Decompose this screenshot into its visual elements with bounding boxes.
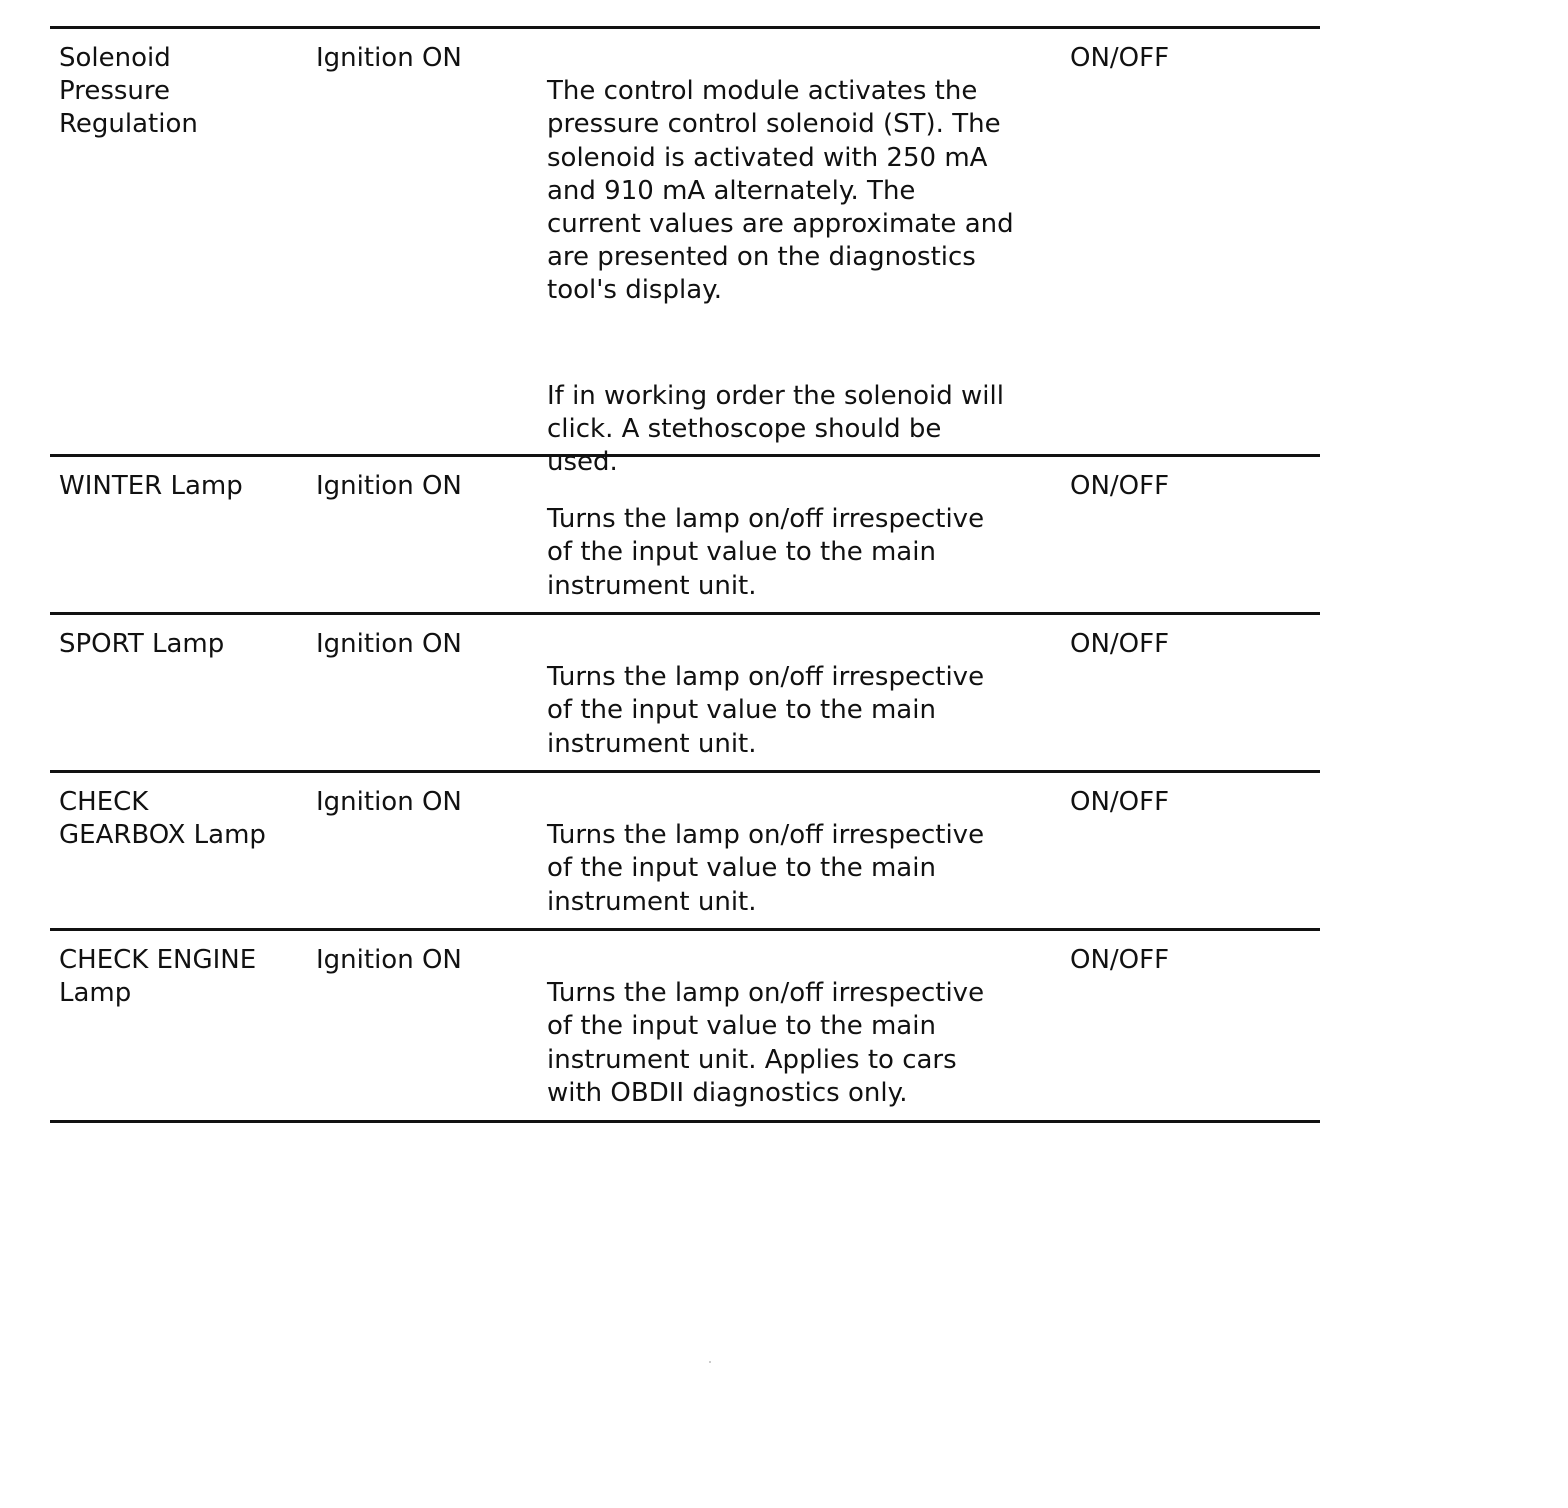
row-value: ON/OFF — [1070, 43, 1170, 73]
row-value: ON/OFF — [1070, 629, 1170, 659]
description-paragraph: Turns the lamp on/off irrespective of the input value to the main instrument unit. — [547, 504, 985, 601]
description-paragraph: Turns the lamp on/off irrespective of the input value to the main instrument unit. — [547, 662, 985, 759]
row-value: ON/OFF — [1070, 471, 1170, 501]
row-condition: Ignition ON — [316, 629, 462, 659]
row-condition: Ignition ON — [316, 945, 462, 975]
row-description — [547, 944, 1057, 1143]
row-condition: Ignition ON — [316, 43, 462, 73]
description-paragraph: Turns the lamp on/off irrespective of the input value to the main instrument unit. Applies to cars with OBDII diagnostics only. — [547, 978, 985, 1108]
row-item-label: Solenoid Pressure Regulation — [59, 43, 198, 140]
scan-speck — [709, 1361, 711, 1363]
table-row-check-engine-lamp — [50, 928, 1320, 1123]
table-row-solenoid-pressure-regulation — [50, 26, 1320, 478]
row-condition: Ignition ON — [316, 471, 462, 501]
table-row-sport-lamp — [50, 612, 1320, 770]
row-description — [547, 42, 1057, 513]
row-item-label: SPORT Lamp — [59, 629, 225, 659]
row-item-label: CHECK ENGINE Lamp — [59, 945, 257, 1009]
table-row-check-gearbox-lamp — [50, 770, 1320, 928]
table-row-winter-lamp — [50, 454, 1320, 612]
row-value: ON/OFF — [1070, 945, 1170, 975]
row-item-label: WINTER Lamp — [59, 471, 243, 501]
description-paragraph: If in working order the solenoid will click. A stethoscope should be used. — [547, 380, 1004, 478]
description-paragraph: The control module activates the pressure control solenoid (ST). The solenoid is activated with 250 mA and 910 mA alternately. The current values are approximate and are presented on the diagnostics tool's display. — [547, 76, 1014, 306]
row-condition: Ignition ON — [316, 787, 462, 817]
description-paragraph: Turns the lamp on/off irrespective of the input value to the main instrument unit. — [547, 820, 985, 917]
row-value: ON/OFF — [1070, 787, 1170, 817]
row-item-label: CHECK GEARBOX Lamp — [59, 787, 266, 851]
